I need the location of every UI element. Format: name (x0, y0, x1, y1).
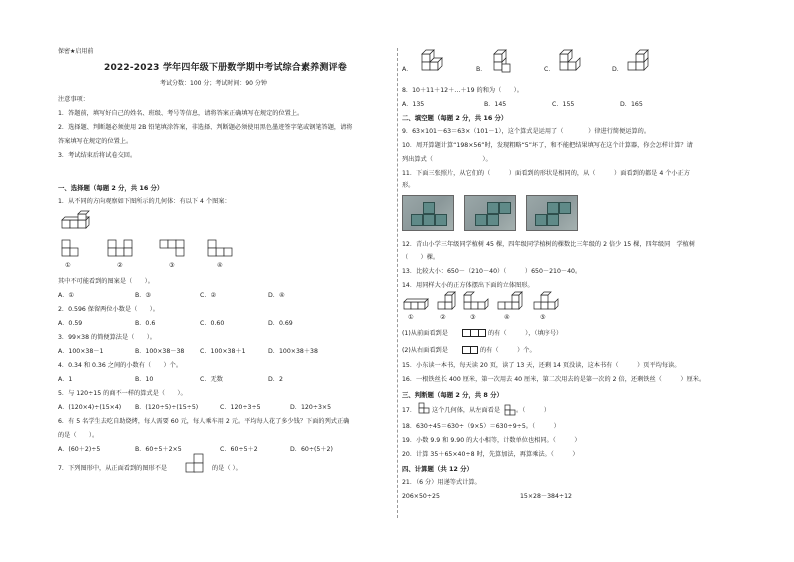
q7-option-a-figure (418, 46, 448, 78)
q3-option-b[interactable]: B．100×38－38 (135, 348, 185, 355)
q14-sub1-text-cont: 的有（ ），（填序号） (488, 330, 563, 337)
q7-option-c-figure (556, 46, 586, 78)
q7-text-cont: 的是（ ）。 (212, 465, 242, 472)
q12-text-cont: （ ）棵。 (402, 254, 440, 261)
q2-option-a[interactable]: A．0.59 (58, 320, 83, 327)
q8-option-b[interactable]: B．145 (484, 101, 507, 108)
q1-pattern-2 (108, 240, 138, 258)
q17-text-mid: 这个几何体，从左面看是 (432, 407, 501, 414)
section-choice-heading: 一、选择题（每题 2 分，共 16 分） (58, 184, 164, 192)
q2-text: 2．0.596 保留两位小数是（ ）。 (58, 306, 159, 313)
q7-front-view-figure (186, 454, 212, 474)
calc-expression-1: 206×50÷25 (402, 493, 440, 500)
q11-text-cont: 形。 (402, 182, 415, 189)
q14-sub2-text-cont: 的有（ ）个。 (480, 347, 536, 354)
q16-text: 16．一根铁丝长 400 厘米，第一次用去 40 厘米，第二次用去的是第一次的 2 倍，还剩铁丝（ ）厘米。 (402, 376, 706, 383)
q6-option-d[interactable]: D．60÷(5＋2) (290, 446, 333, 453)
q1-pattern-3 (160, 240, 190, 258)
q1-label-1: ① (65, 262, 71, 269)
q19-text: 19．小数 9.9 和 9.90 的大小相等，计数单位也相同。（ ） (402, 437, 581, 444)
calc-expression-2: 15×28－384÷12 (520, 493, 572, 500)
q4-option-b[interactable]: B．10 (135, 376, 154, 383)
q5-option-d[interactable]: D．120÷3×5 (290, 404, 332, 411)
notes-heading: 注意事项： (58, 96, 89, 103)
q7-option-b-figure (488, 46, 518, 78)
exam-info: 考试分数：100 分；考试时间：90 分钟 (160, 80, 267, 87)
q4-option-a[interactable]: A．1 (58, 376, 73, 383)
q1-pattern-4 (208, 240, 238, 258)
q11-photo-1 (402, 195, 454, 231)
note-item: 1．答题前，填写好自己的姓名、班级、考号等信息，请将答案正确填写在规定的位置上。 (58, 110, 304, 117)
q1-text: 1．从不同的方向观察如下图所示的几何体：有以下 4 个图案： (58, 198, 231, 205)
note-item: 3．考试结束后将试卷交回。 (58, 152, 137, 159)
q6-option-c[interactable]: C．60÷5＋2 (220, 446, 258, 453)
q11-photo-3 (526, 195, 578, 231)
q10-text: 10．周开算题计算“198×56”时，发现粗略“5”坏了，和不能把结果填写在这个计算器，你会怎样计算？请 (402, 142, 693, 149)
q18-text: 18．630÷45＝630÷（9×5）＝630÷9÷5。（ ） (402, 423, 560, 430)
q14-label-2: ② (440, 314, 446, 321)
q6-text-cont: 的是（ ）。 (58, 432, 99, 439)
q7-option-a[interactable]: A． (402, 66, 413, 73)
secret-label: 保密★启用前 (58, 48, 94, 55)
q17-solid-figure (418, 402, 430, 416)
note-item: 2．选择题、判断题必须使用 2B 铅笔填涂答案，非选择、判断题必须使用黑色墨迹签字笔或钢笔答题，请将 (58, 124, 353, 131)
section-judge-heading: 三、判断题（每题 2 分，共 8 分） (402, 391, 503, 399)
q11-photo-2 (464, 195, 516, 231)
q14-sub2-figure (462, 346, 478, 354)
q14-label-1: ① (408, 314, 414, 321)
q8-option-d[interactable]: D．165 (620, 101, 643, 108)
q3-option-a[interactable]: A．100×38－1 (58, 348, 104, 355)
q1-option-a[interactable]: A．① (58, 292, 74, 299)
q1-option-c[interactable]: C．② (200, 292, 217, 299)
q2-option-b[interactable]: B．0.6 (135, 320, 156, 327)
q5-option-c[interactable]: C．120÷3÷5 (220, 404, 261, 411)
q1-pattern-1 (62, 240, 82, 258)
q14-label-3: ③ (470, 314, 476, 321)
q4-text: 4．0.34 和 0.36 之间的小数有（ ）个。 (58, 362, 183, 369)
q7-option-c[interactable]: C． (544, 66, 555, 73)
q20-text: 20．计算 35＋65×40÷8 时，先算加法，再算乘法。（ ） (402, 451, 579, 458)
q5-option-b[interactable]: B．(120÷5)÷(15÷5) (135, 404, 199, 411)
q3-option-d[interactable]: D．100×38＋38 (268, 348, 318, 355)
q1-label-2: ② (117, 262, 123, 269)
page-title: 2022-2023 学年四年级下册数学期中考试综合素养测评卷 (104, 63, 347, 73)
q7-option-d[interactable]: D． (612, 66, 623, 73)
q5-option-a[interactable]: A．(120×4)÷(15×4) (58, 404, 122, 411)
q13-text: 13．比较大小：650－（210－40）（ ）650－210－40。 (402, 268, 582, 275)
q6-text: 6．有 5 名学生去吃自助烧烤，每人需要 60 元，每人乘车用 2 元。平均每人花了多少钱？下面的列式正确 (58, 418, 350, 425)
q17-text-end: 。（ ） (516, 407, 551, 414)
q14-label-4: ④ (504, 314, 510, 321)
q1-label-4: ④ (217, 262, 223, 269)
q14-sub1-text: (1)从前面看到是 (402, 330, 448, 337)
q14-solid-figures (404, 296, 604, 314)
q4-option-c[interactable]: C．无数 (200, 376, 223, 383)
q7-option-d-figure (624, 46, 654, 78)
q7-option-b[interactable]: B． (476, 66, 487, 73)
q3-text: 3．99×38 的简便算法是（ ）。 (58, 334, 156, 341)
q1-label-3: ③ (169, 262, 175, 269)
q2-option-c[interactable]: C．0.60 (200, 320, 225, 327)
q8-text: 8．10＋11＋12＋…＋19 的和为（ ）。 (402, 87, 523, 94)
q6-option-b[interactable]: B．60÷5＋2×5 (135, 446, 182, 453)
q8-option-c[interactable]: C．155 (552, 101, 575, 108)
q5-text: 5．与 120÷15 的商不一样的算式是（ ）。 (58, 390, 187, 397)
q3-option-c[interactable]: C．100×38＋1 (200, 348, 246, 355)
q14-label-5: ⑤ (540, 314, 546, 321)
q1-option-d[interactable]: D．④ (268, 292, 285, 299)
column-divider (397, 48, 398, 518)
q14-sub1-figure (462, 329, 486, 337)
q4-option-d[interactable]: D．2 (268, 376, 283, 383)
q10-text-cont: 列出算式（ ）。 (402, 156, 492, 163)
q9-text: 9．63×101－63＝63×（101－1），这个算式是运用了（ ）律进行简便运算的。 (402, 128, 651, 135)
section-fill-heading: 二、填空题（每题 2 分，共 16 分） (402, 114, 508, 122)
q14-sub2-text: (2)从右面看到是 (402, 347, 448, 354)
q8-option-a[interactable]: A．135 (402, 101, 425, 108)
note-item: 答案填写在规定的位置上。 (58, 138, 133, 145)
q11-text: 11．下面三张照片，从它们的（ ）面看到的形状是相同的，从（ ）面看到的都是 4 个小正方 (402, 170, 690, 177)
q21-text: 21．（6 分）用递等式计算。 (402, 479, 481, 486)
q6-option-a[interactable]: A．(60＋2)÷5 (58, 446, 101, 453)
section-calc-heading: 四、计算题（共 12 分） (402, 465, 473, 473)
q1-option-b[interactable]: B．③ (135, 292, 151, 299)
q14-text: 14．用同样大小的正方体摆出下面的立体图形。 (402, 282, 534, 289)
q12-text: 12．青山小学三年级同学植树 45 棵，四年级同学植树的棵数比三年级的 2 倍少 15 棵，四年级同 学植树 (402, 241, 696, 248)
q15-text: 15．小东读一本书，每天读 20 页，读了 13 天，还剩 14 页没读，这本书有（ ）页平均每读。 (402, 362, 681, 369)
q17-left-view-figure (504, 404, 516, 416)
q1-solid-figure (60, 214, 96, 232)
q2-option-d[interactable]: D．0.69 (268, 320, 293, 327)
q1-note: 其中不可能看到的图案是（ ）。 (58, 278, 154, 285)
q7-text: 7．下列图形中，从正面看到的图形不是 (58, 465, 168, 472)
q17-text: 17． (402, 407, 417, 414)
